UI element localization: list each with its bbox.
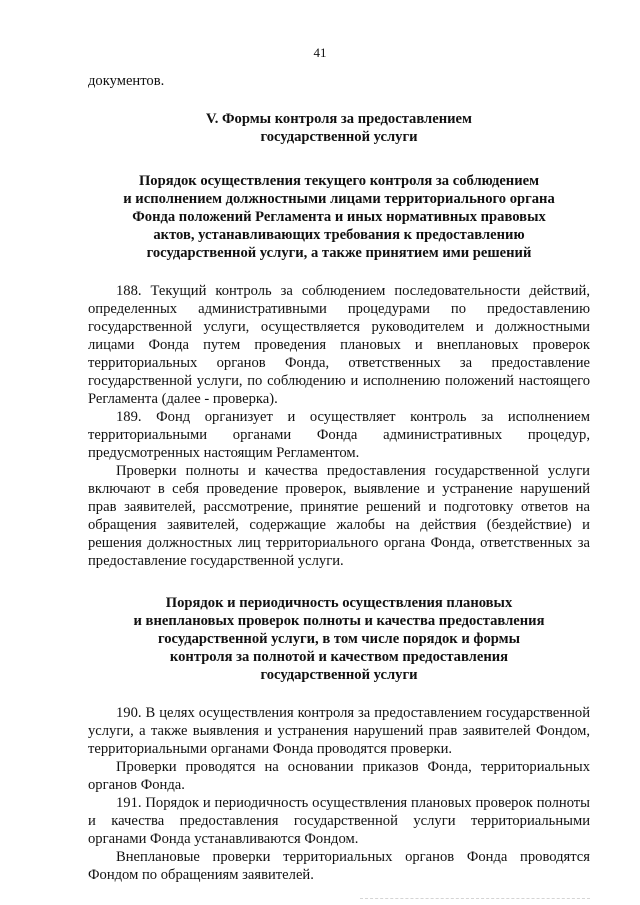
subsection-title-line: Фонда положений Регламента и иных нормативных правовых: [132, 209, 546, 225]
paragraph-190: 190. В целях осуществления контроля за предоставлением государственной услуги, а также выявления и устранения нарушений прав заявителей Фондом, территориальными органами Фонда проводятся проверки.: [88, 705, 590, 757]
subsection-title-line: и внеплановых проверок полноты и качества предоставления: [133, 613, 545, 629]
paragraph-191: 191. Порядок и периодичность осуществления плановых проверок полноты и качества предоставления государственной услуги территориальными органами Фонда устанавливаются Фондом.: [88, 795, 590, 847]
paragraph-unscheduled: Внеплановые проверки территориальных органов Фонда проводятся Фондом по обращениям заявителей.: [88, 849, 590, 883]
paragraph-189: 189. Фонд организует и осуществляет контроль за исполнением территориальными органами Фонда административных процедур, предусмотренных настоящим Регламентом.: [88, 409, 590, 461]
lead-line: документов.: [88, 73, 165, 89]
subsection-title-line: государственной услуги: [260, 667, 418, 683]
section-title: [88, 110, 590, 146]
paragraph-188: 188. Текущий контроль за соблюдением последовательности действий, определенных административными процедурами по предоставлению государственной услуги, осуществляется руководителем и должностными лицами Фонда путем проведения плановых и внеплановых проверок территориальных органов Фонда, ответственных за предоставление государственной услуги, по соблюдению и исполнению положений настоящего Регламента (далее - проверка).: [88, 283, 590, 407]
section-title-line: государственной услуги: [260, 129, 418, 145]
subsection-1-body: [88, 282, 590, 570]
subsection-title-line: актов, устанавливающих требования к предоставлению: [153, 227, 525, 243]
section-title-line: V. Формы контроля за предоставлением: [206, 111, 472, 127]
page-number: 41: [313, 45, 327, 60]
page-content: [88, 72, 590, 884]
subsection-1-title: [88, 172, 590, 262]
subsection-title-line: государственной услуги, а также принятием ими решений: [146, 245, 532, 261]
subsection-2-body: [88, 704, 590, 884]
paragraph-orders: Проверки проводятся на основании приказов Фонда, территориальных органов Фонда.: [88, 759, 590, 793]
subsection-title-line: и исполнением должностными лицами территориального органа: [123, 191, 555, 207]
subsection-title-line: Порядок и периодичность осуществления плановых: [165, 595, 513, 611]
subsection-2-title: [88, 594, 590, 684]
subsection-title-line: контроля за полнотой и качеством предоставления: [169, 649, 509, 665]
subsection-title-line: государственной услуги, в том числе порядок и формы: [157, 631, 520, 647]
paragraph-checks-scope: Проверки полноты и качества предоставления государственной услуги включают в себя проведение проверок, выявление и устранение нарушений прав заявителей, рассмотрение, принятие решений и подготовку ответов на обращения заявителей, содержащие жалобы на действия (бездействие) и решения должностных лиц территориального органа Фонда, ответственных за предоставление государственной услуги.: [88, 463, 590, 569]
scan-edge-line: [360, 898, 590, 900]
subsection-title-line: Порядок осуществления текущего контроля за соблюдением: [138, 173, 540, 189]
